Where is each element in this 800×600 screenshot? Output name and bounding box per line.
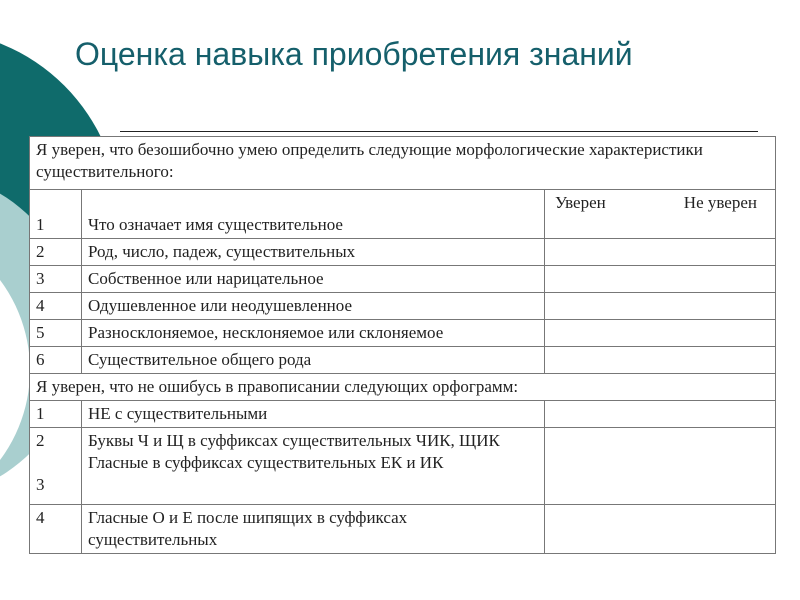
row-number: 6 (30, 347, 82, 374)
column-header-unsure: Не уверен (683, 193, 757, 212)
answer-cell (545, 347, 776, 374)
table-row (30, 293, 776, 320)
section1-heading: Я уверен, что безошибочно умею определить следующие морфологические характеристики существительного: (30, 137, 776, 190)
row-number: 5 (30, 320, 82, 347)
row-number: 1 (30, 190, 82, 239)
table-row (30, 320, 776, 347)
answer-cell (545, 266, 776, 293)
table-row (30, 266, 776, 293)
answer-cell (545, 293, 776, 320)
answer-cell (545, 320, 776, 347)
row-number: 2 (30, 239, 82, 266)
row-number: 4 (30, 293, 82, 320)
row-number-pair (30, 428, 82, 505)
table-row (30, 374, 776, 401)
answer-cell (545, 428, 776, 505)
row-number: 2 (36, 431, 45, 450)
table-row (30, 190, 776, 239)
table-row (30, 505, 776, 554)
row-text: НЕ с существительными (82, 401, 545, 428)
section2-heading: Я уверен, что не ошибусь в правописании следующих орфограмм: (30, 374, 776, 401)
row-number: 3 (30, 266, 82, 293)
row-text: Род, число, падеж, существительных (82, 239, 545, 266)
top-rule (120, 131, 758, 132)
row-text: Собственное или нарицательное (82, 266, 545, 293)
answer-cell (545, 239, 776, 266)
row-number: 1 (30, 401, 82, 428)
row-text: Одушевленное или неодушевленное (82, 293, 545, 320)
table-row (30, 239, 776, 266)
column-header-cell (545, 190, 776, 239)
answer-cell (545, 401, 776, 428)
slide-title: Оценка навыка приобретения знаний (75, 36, 633, 72)
row-text: Что означает имя существительное (82, 190, 545, 239)
table-row (30, 347, 776, 374)
row-text-pair (82, 428, 545, 505)
row-text: Гласные в суффиксах существительных ЕК и ИК (88, 453, 444, 472)
row-text: Существительное общего рода (82, 347, 545, 374)
table-row (30, 401, 776, 428)
row-text: Разносклоняемое, несклоняемое или склоняемое (82, 320, 545, 347)
table-row (30, 428, 776, 505)
column-header-sure: Уверен (555, 193, 606, 212)
row-number: 4 (30, 505, 82, 554)
row-text: Гласные О и Е после шипящих в суффиксах существительных (82, 505, 545, 554)
answer-cell (545, 505, 776, 554)
row-text: Буквы Ч и Щ в суффиксах существительных ЧИК, ЩИК (88, 431, 500, 450)
table-row (30, 137, 776, 190)
self-assessment-table (29, 136, 776, 554)
row-number: 3 (36, 475, 45, 494)
